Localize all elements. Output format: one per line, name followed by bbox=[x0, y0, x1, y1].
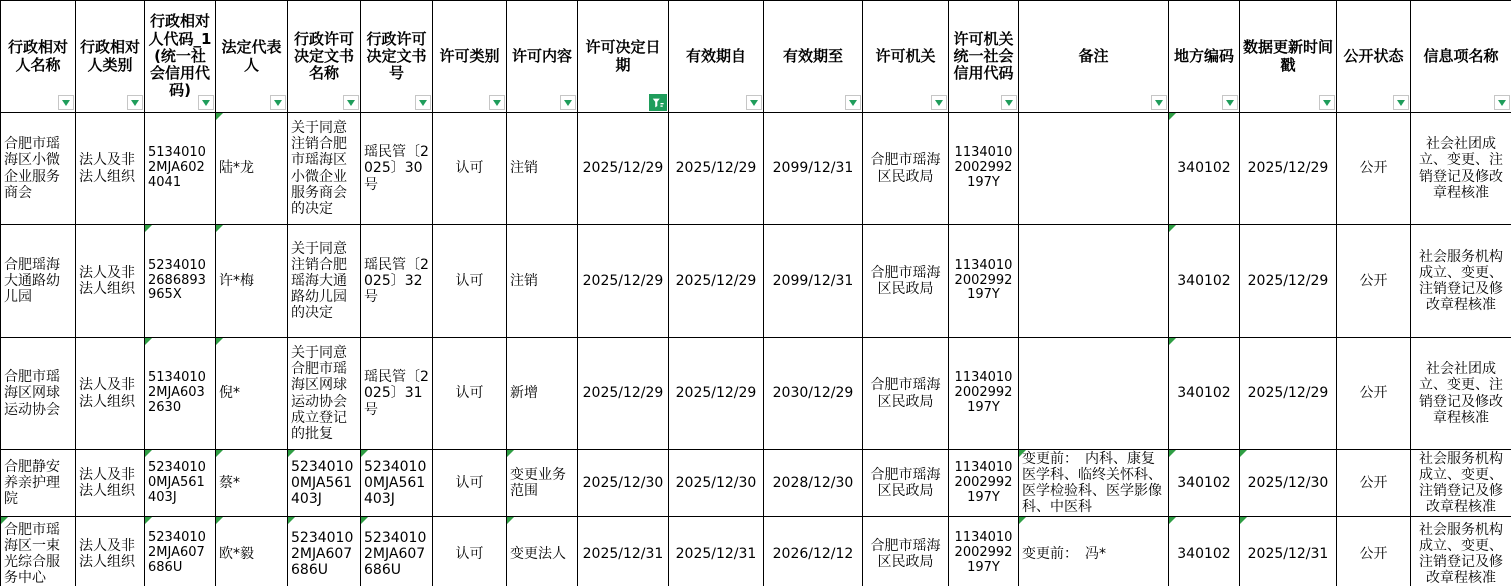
error-flag-triangle-icon bbox=[216, 113, 223, 120]
cell-decision-doc-name[interactable] bbox=[288, 225, 361, 338]
chevron-down-icon bbox=[62, 100, 70, 106]
error-flag-triangle-icon bbox=[216, 225, 223, 232]
cell-subject-type[interactable] bbox=[76, 225, 145, 338]
error-flag-triangle-icon bbox=[1169, 113, 1176, 120]
filter-applied-button[interactable] bbox=[649, 94, 667, 111]
column-header-label: 行政相对人代码_1(统一社会信用代码) bbox=[148, 12, 212, 100]
cell-text: 合肥市瑶海区民政局 bbox=[870, 537, 941, 570]
cell-info-item-name[interactable] bbox=[1411, 517, 1511, 586]
cell-text: 公开 bbox=[1359, 272, 1388, 289]
column-header-public-status[interactable] bbox=[1337, 1, 1411, 113]
error-flag-triangle-icon bbox=[288, 450, 295, 457]
cell-region-code[interactable] bbox=[1169, 113, 1240, 225]
cell-text: 2025/12/29 bbox=[582, 160, 664, 177]
cell-text: 认可 bbox=[455, 160, 484, 177]
filter-dropdown-button[interactable] bbox=[415, 95, 431, 110]
cell-subject-code[interactable] bbox=[145, 225, 216, 338]
cell-subject-type[interactable] bbox=[76, 113, 145, 225]
error-flag-triangle-icon bbox=[1019, 450, 1026, 457]
cell-text: 2025/12/30 bbox=[1247, 475, 1329, 492]
column-header-label: 有效期至 bbox=[782, 46, 843, 65]
cell-valid-to[interactable] bbox=[764, 113, 863, 225]
cell-subject-name[interactable] bbox=[1, 113, 76, 225]
cell-authority-credit-code[interactable] bbox=[949, 113, 1019, 225]
cell-text: 11340102002992197Y bbox=[954, 370, 1013, 415]
cell-text: 52340102MJA607686U bbox=[148, 530, 206, 576]
cell-text: 注销 bbox=[510, 160, 538, 177]
filter-dropdown-button[interactable] bbox=[1319, 95, 1335, 110]
cell-subject-code[interactable] bbox=[145, 517, 216, 586]
cell-licensing-authority[interactable] bbox=[863, 517, 949, 586]
cell-text: 关于同意合肥市瑶海区网球运动协会成立登记的批复 bbox=[291, 345, 347, 442]
cell-text: 2025/12/29 bbox=[582, 385, 664, 402]
chevron-down-icon bbox=[1155, 100, 1163, 106]
chevron-down-icon bbox=[1226, 100, 1234, 106]
cell-valid-from[interactable] bbox=[669, 113, 764, 225]
column-header-subject-code[interactable] bbox=[145, 1, 216, 113]
cell-text: 11340102002992197Y bbox=[954, 145, 1013, 190]
cell-text: 340102 bbox=[1177, 385, 1231, 402]
chevron-down-icon bbox=[1498, 100, 1506, 106]
error-flag-triangle-icon bbox=[145, 450, 152, 457]
cell-subject-type[interactable] bbox=[76, 338, 145, 450]
cell-valid-from[interactable] bbox=[669, 517, 764, 586]
cell-text: 52340100MJA561403J bbox=[364, 459, 427, 508]
cell-text: 关于同意注销合肥瑶海大通路幼儿园的决定 bbox=[291, 240, 347, 322]
cell-text: 法人及非法人组织 bbox=[79, 264, 135, 297]
cell-remarks[interactable] bbox=[1019, 225, 1169, 338]
filter-dropdown-button[interactable] bbox=[1151, 95, 1167, 110]
filter-dropdown-button[interactable] bbox=[198, 95, 214, 110]
cell-authority-credit-code[interactable] bbox=[949, 450, 1019, 517]
chevron-down-icon bbox=[935, 100, 943, 106]
cell-license-content[interactable] bbox=[507, 338, 578, 450]
column-header-valid-to[interactable] bbox=[764, 1, 863, 113]
cell-decision-date[interactable] bbox=[578, 225, 669, 338]
cell-text: 公开 bbox=[1359, 160, 1388, 177]
chevron-down-icon bbox=[131, 100, 139, 106]
cell-data-update-timestamp[interactable] bbox=[1240, 450, 1337, 517]
column-header-label: 有效期自 bbox=[685, 46, 746, 65]
filter-dropdown-button[interactable] bbox=[270, 95, 286, 110]
cell-text: 瑶民管〔2025〕30号 bbox=[364, 144, 429, 193]
cell-public-status[interactable] bbox=[1337, 225, 1411, 338]
chevron-down-icon bbox=[1397, 100, 1405, 106]
column-header-subject-name[interactable] bbox=[1, 1, 76, 113]
cell-valid-to[interactable] bbox=[764, 450, 863, 517]
cell-text: 合肥市瑶海区民政局 bbox=[870, 152, 941, 185]
cell-licensing-authority[interactable] bbox=[863, 338, 949, 450]
chevron-down-icon bbox=[493, 100, 501, 106]
cell-text: 340102 bbox=[1177, 475, 1231, 492]
cell-license-type[interactable] bbox=[433, 450, 507, 517]
table-row bbox=[1, 225, 1511, 338]
chevron-down-icon bbox=[347, 100, 355, 106]
error-flag-triangle-icon bbox=[216, 338, 223, 345]
cell-subject-type[interactable] bbox=[76, 517, 145, 586]
error-flag-triangle-icon bbox=[288, 517, 295, 524]
cell-subject-code[interactable] bbox=[145, 450, 216, 517]
column-header-label: 许可机关 bbox=[875, 46, 936, 65]
column-header-data-update-timestamp[interactable] bbox=[1240, 1, 1337, 113]
chevron-down-icon bbox=[419, 100, 427, 106]
column-header-remarks[interactable] bbox=[1019, 1, 1169, 113]
column-header-license-type[interactable] bbox=[433, 1, 507, 113]
cell-region-code[interactable] bbox=[1169, 225, 1240, 338]
cell-license-content[interactable] bbox=[507, 225, 578, 338]
cell-public-status[interactable] bbox=[1337, 517, 1411, 586]
chevron-down-icon bbox=[1323, 100, 1331, 106]
cell-text: 变更前： 冯* bbox=[1022, 545, 1106, 562]
error-flag-triangle-icon bbox=[1169, 517, 1176, 524]
cell-text: 2099/12/31 bbox=[772, 160, 854, 177]
cell-text: 认可 bbox=[455, 272, 484, 289]
error-flag-triangle-icon bbox=[1169, 225, 1176, 232]
cell-authority-credit-code[interactable] bbox=[949, 225, 1019, 338]
cell-text: 新增 bbox=[510, 385, 538, 402]
column-header-region-code[interactable] bbox=[1169, 1, 1240, 113]
chevron-down-icon bbox=[564, 100, 572, 106]
error-flag-triangle-icon bbox=[507, 517, 514, 524]
column-header-label: 许可决定日期 bbox=[585, 38, 661, 74]
cell-text: 法人及非法人组织 bbox=[79, 377, 135, 410]
error-flag-triangle-icon bbox=[216, 450, 223, 457]
error-flag-triangle-icon bbox=[1240, 450, 1247, 457]
column-header-label: 行政相对人名称 bbox=[7, 38, 68, 74]
filter-dropdown-button[interactable] bbox=[1494, 95, 1510, 110]
chevron-down-icon bbox=[202, 100, 210, 106]
cell-text: 合肥市瑶海区民政局 bbox=[870, 377, 941, 410]
cell-decision-doc-number[interactable] bbox=[361, 517, 433, 586]
cell-text: 变更业务范围 bbox=[510, 467, 566, 500]
cell-text: 合肥市瑶海区一束光综合服务中心 bbox=[4, 521, 60, 586]
cell-text: 倪* bbox=[219, 385, 240, 402]
cell-license-content[interactable] bbox=[507, 450, 578, 517]
cell-valid-from[interactable] bbox=[669, 225, 764, 338]
cell-text: 合肥市瑶海区民政局 bbox=[870, 264, 941, 297]
column-header-decision-doc-number[interactable] bbox=[361, 1, 433, 113]
column-header-label: 地方编码 bbox=[1173, 46, 1234, 65]
cell-text: 合肥瑶海大通路幼儿园 bbox=[4, 256, 60, 306]
cell-text: 2025/12/29 bbox=[675, 160, 757, 177]
column-header-label: 行政相对人类别 bbox=[79, 38, 140, 74]
cell-remarks[interactable] bbox=[1019, 338, 1169, 450]
cell-info-item-name[interactable] bbox=[1411, 113, 1511, 225]
cell-decision-date[interactable] bbox=[578, 113, 669, 225]
cell-valid-to[interactable] bbox=[764, 338, 863, 450]
column-header-license-content[interactable] bbox=[507, 1, 578, 113]
error-flag-triangle-icon bbox=[1169, 450, 1176, 457]
column-header-label: 公开状态 bbox=[1343, 46, 1404, 65]
filter-dropdown-button[interactable] bbox=[1222, 95, 1238, 110]
cell-text: 认可 bbox=[455, 545, 484, 562]
cell-text: 2028/12/30 bbox=[772, 475, 854, 492]
table-row bbox=[1, 450, 1511, 517]
cell-public-status[interactable] bbox=[1337, 450, 1411, 517]
cell-decision-date[interactable] bbox=[578, 338, 669, 450]
cell-info-item-name[interactable] bbox=[1411, 338, 1511, 450]
cell-valid-from[interactable] bbox=[669, 450, 764, 517]
cell-text: 11340102002992197Y bbox=[954, 257, 1013, 303]
error-flag-triangle-icon bbox=[1240, 517, 1247, 524]
cell-decision-doc-name[interactable] bbox=[288, 338, 361, 450]
error-flag-triangle-icon bbox=[216, 517, 223, 524]
cell-text: 社会社团成立、变更、注销登记及修改章程核准 bbox=[1419, 361, 1503, 426]
cell-text: 社会服务机构成立、变更、注销登记及修改章程核准 bbox=[1419, 521, 1503, 586]
cell-valid-to[interactable] bbox=[764, 517, 863, 586]
cell-text: 11340102002992197Y bbox=[954, 530, 1013, 576]
cell-text: 11340102002992197Y bbox=[954, 459, 1013, 505]
chevron-down-icon bbox=[274, 100, 282, 106]
cell-text: 52340100MJA561403J bbox=[148, 459, 206, 505]
cell-license-content[interactable] bbox=[507, 517, 578, 586]
cell-text: 欧*毅 bbox=[219, 545, 254, 562]
cell-data-update-timestamp[interactable] bbox=[1240, 517, 1337, 586]
cell-text: 瑶民管〔2025〕31号 bbox=[364, 369, 429, 418]
chevron-down-icon bbox=[750, 100, 758, 106]
cell-text: 合肥静安养亲护理院 bbox=[4, 459, 60, 508]
cell-text: 2025/12/31 bbox=[1247, 545, 1329, 562]
cell-subject-type[interactable] bbox=[76, 450, 145, 517]
cell-subject-name[interactable] bbox=[1, 517, 76, 586]
error-flag-triangle-icon bbox=[145, 225, 152, 232]
cell-region-code[interactable] bbox=[1169, 338, 1240, 450]
cell-text: 变更前： 内科、康复医学科、临终关怀科、医学检验科、医学影像科、中医科 bbox=[1022, 451, 1162, 516]
cell-text: 法人及非法人组织 bbox=[79, 152, 135, 185]
cell-text: 52340102686893965X bbox=[148, 257, 206, 303]
cell-licensing-authority[interactable] bbox=[863, 225, 949, 338]
column-header-legal-representative[interactable] bbox=[216, 1, 288, 113]
cell-text: 52340102MJA607686U bbox=[364, 529, 427, 578]
column-header-valid-from[interactable] bbox=[669, 1, 764, 113]
column-header-info-item-name[interactable] bbox=[1411, 1, 1511, 113]
cell-region-code[interactable] bbox=[1169, 517, 1240, 586]
filter-dropdown-button[interactable] bbox=[1001, 95, 1017, 110]
cell-legal-representative[interactable] bbox=[216, 225, 288, 338]
cell-text: 2026/12/12 bbox=[772, 545, 854, 562]
cell-text: 52340100MJA561403J bbox=[291, 459, 354, 508]
cell-decision-doc-number[interactable] bbox=[361, 450, 433, 517]
cell-text: 合肥市瑶海区小微企业服务商会 bbox=[4, 136, 60, 201]
cell-legal-representative[interactable] bbox=[216, 450, 288, 517]
cell-decision-doc-number[interactable] bbox=[361, 338, 433, 450]
cell-text: 340102 bbox=[1177, 545, 1231, 562]
column-header-label: 数据更新时间戳 bbox=[1243, 38, 1334, 74]
cell-text: 2025/12/29 bbox=[1247, 272, 1329, 289]
cell-decision-doc-name[interactable] bbox=[288, 450, 361, 517]
cell-text: 340102 bbox=[1177, 160, 1231, 177]
cell-text: 合肥市瑶海区民政局 bbox=[870, 467, 941, 500]
error-flag-triangle-icon bbox=[1169, 338, 1176, 345]
filter-dropdown-button[interactable] bbox=[746, 95, 762, 110]
cell-data-update-timestamp[interactable] bbox=[1240, 338, 1337, 450]
cell-data-update-timestamp[interactable] bbox=[1240, 225, 1337, 338]
column-header-label: 许可机关统一社会信用代码 bbox=[953, 29, 1014, 83]
cell-text: 340102 bbox=[1177, 272, 1231, 289]
column-header-label: 许可类别 bbox=[439, 46, 500, 65]
cell-text: 2025/12/31 bbox=[675, 545, 757, 562]
cell-decision-doc-number[interactable] bbox=[361, 225, 433, 338]
cell-info-item-name[interactable] bbox=[1411, 225, 1511, 338]
cell-info-item-name[interactable] bbox=[1411, 450, 1511, 517]
cell-subject-name[interactable] bbox=[1, 338, 76, 450]
cell-text: 瑶民管〔2025〕32号 bbox=[364, 256, 429, 306]
cell-licensing-authority[interactable] bbox=[863, 450, 949, 517]
cell-valid-from[interactable] bbox=[669, 338, 764, 450]
cell-authority-credit-code[interactable] bbox=[949, 338, 1019, 450]
error-flag-triangle-icon bbox=[1019, 517, 1026, 524]
error-flag-triangle-icon bbox=[1, 517, 8, 524]
error-flag-triangle-icon bbox=[361, 450, 368, 457]
cell-license-type[interactable] bbox=[433, 517, 507, 586]
cell-subject-code[interactable] bbox=[145, 113, 216, 225]
table-row bbox=[1, 517, 1511, 586]
column-header-label: 法定代表人 bbox=[221, 38, 282, 74]
cell-text: 2025/12/29 bbox=[675, 272, 757, 289]
filter-dropdown-button[interactable] bbox=[845, 95, 861, 110]
error-flag-triangle-icon bbox=[507, 450, 514, 457]
cell-valid-to[interactable] bbox=[764, 225, 863, 338]
column-header-authority-credit-code[interactable] bbox=[949, 1, 1019, 113]
cell-region-code[interactable] bbox=[1169, 450, 1240, 517]
cell-text: 公开 bbox=[1359, 385, 1388, 402]
cell-text: 合肥市瑶海区网球运动协会 bbox=[4, 369, 60, 418]
cell-subject-name[interactable] bbox=[1, 450, 76, 517]
column-header-label: 备注 bbox=[1078, 46, 1109, 65]
cell-subject-name[interactable] bbox=[1, 225, 76, 338]
cell-text: 2025/12/29 bbox=[1247, 385, 1329, 402]
cell-decision-doc-name[interactable] bbox=[288, 113, 361, 225]
table-row bbox=[1, 338, 1511, 450]
cell-license-type[interactable] bbox=[433, 338, 507, 450]
cell-remarks[interactable] bbox=[1019, 517, 1169, 586]
cell-text: 变更法人 bbox=[510, 545, 566, 562]
cell-licensing-authority[interactable] bbox=[863, 113, 949, 225]
cell-text: 认可 bbox=[455, 385, 484, 402]
filter-dropdown-button[interactable] bbox=[560, 95, 576, 110]
cell-decision-doc-name[interactable] bbox=[288, 517, 361, 586]
cell-subject-code[interactable] bbox=[145, 338, 216, 450]
chevron-down-icon bbox=[849, 100, 857, 106]
cell-remarks[interactable] bbox=[1019, 113, 1169, 225]
filter-dropdown-button[interactable] bbox=[127, 95, 143, 110]
chevron-down-icon bbox=[1005, 100, 1013, 106]
cell-text: 2025/12/29 bbox=[582, 272, 664, 289]
cell-remarks[interactable] bbox=[1019, 450, 1169, 517]
cell-authority-credit-code[interactable] bbox=[949, 517, 1019, 586]
cell-text: 陆*龙 bbox=[219, 160, 254, 177]
filter-dropdown-button[interactable] bbox=[343, 95, 359, 110]
cell-text: 52340102MJA607686U bbox=[291, 529, 354, 578]
cell-text: 许*梅 bbox=[219, 272, 254, 289]
cell-text: 2025/12/31 bbox=[582, 545, 664, 562]
funnel-filter-icon bbox=[651, 96, 665, 110]
cell-decision-date[interactable] bbox=[578, 517, 669, 586]
filter-dropdown-button[interactable] bbox=[931, 95, 947, 110]
cell-text: 认可 bbox=[455, 475, 484, 492]
error-flag-triangle-icon bbox=[145, 338, 152, 345]
cell-text: 2025/12/30 bbox=[582, 475, 664, 492]
cell-text: 2025/12/29 bbox=[675, 385, 757, 402]
cell-text: 法人及非法人组织 bbox=[79, 537, 135, 570]
cell-text: 2099/12/31 bbox=[772, 272, 854, 289]
cell-text: 公开 bbox=[1359, 475, 1388, 492]
cell-text: 51340102MJA6032630 bbox=[148, 370, 206, 415]
cell-text: 公开 bbox=[1359, 545, 1388, 562]
cell-legal-representative[interactable] bbox=[216, 113, 288, 225]
cell-license-type[interactable] bbox=[433, 225, 507, 338]
cell-text: 51340102MJA6024041 bbox=[148, 145, 206, 190]
cell-text: 蔡* bbox=[219, 475, 240, 492]
cell-text: 法人及非法人组织 bbox=[79, 467, 135, 500]
cell-text: 2025/12/29 bbox=[1247, 160, 1329, 177]
cell-text: 关于同意注销合肥市瑶海区小微企业服务商会的决定 bbox=[291, 120, 347, 217]
column-header-label: 信息项名称 bbox=[1423, 46, 1499, 65]
column-header-subject-type[interactable] bbox=[76, 1, 145, 113]
header-row bbox=[1, 1, 1511, 113]
cell-license-content[interactable] bbox=[507, 113, 578, 225]
cell-text: 社会社团成立、变更、注销登记及修改章程核准 bbox=[1419, 136, 1503, 201]
column-header-label: 行政许可决定文书号 bbox=[366, 29, 427, 83]
filter-dropdown-button[interactable] bbox=[1393, 95, 1409, 110]
cell-public-status[interactable] bbox=[1337, 338, 1411, 450]
column-header-licensing-authority[interactable] bbox=[863, 1, 949, 113]
cell-decision-date[interactable] bbox=[578, 450, 669, 517]
cell-public-status[interactable] bbox=[1337, 113, 1411, 225]
column-header-label: 行政许可决定文书名称 bbox=[293, 29, 354, 83]
column-header-decision-doc-name[interactable] bbox=[288, 1, 361, 113]
table-row bbox=[1, 113, 1511, 225]
filter-dropdown-button[interactable] bbox=[489, 95, 505, 110]
cell-license-type[interactable] bbox=[433, 113, 507, 225]
cell-text: 2025/12/30 bbox=[675, 475, 757, 492]
cell-text: 社会服务机构成立、变更、注销登记及修改章程核准 bbox=[1419, 248, 1503, 314]
cell-legal-representative[interactable] bbox=[216, 517, 288, 586]
error-flag-triangle-icon bbox=[145, 517, 152, 524]
column-header-label: 许可内容 bbox=[511, 46, 572, 65]
cell-legal-representative[interactable] bbox=[216, 338, 288, 450]
cell-data-update-timestamp[interactable] bbox=[1240, 113, 1337, 225]
filter-dropdown-button[interactable] bbox=[58, 95, 74, 110]
error-flag-triangle-icon bbox=[361, 517, 368, 524]
cell-text: 注销 bbox=[510, 272, 538, 289]
cell-text: 社会服务机构成立、变更、注销登记及修改章程核准 bbox=[1419, 451, 1503, 516]
cell-decision-doc-number[interactable] bbox=[361, 113, 433, 225]
column-header-decision-date[interactable] bbox=[578, 1, 669, 113]
cell-text: 2030/12/29 bbox=[772, 385, 854, 402]
